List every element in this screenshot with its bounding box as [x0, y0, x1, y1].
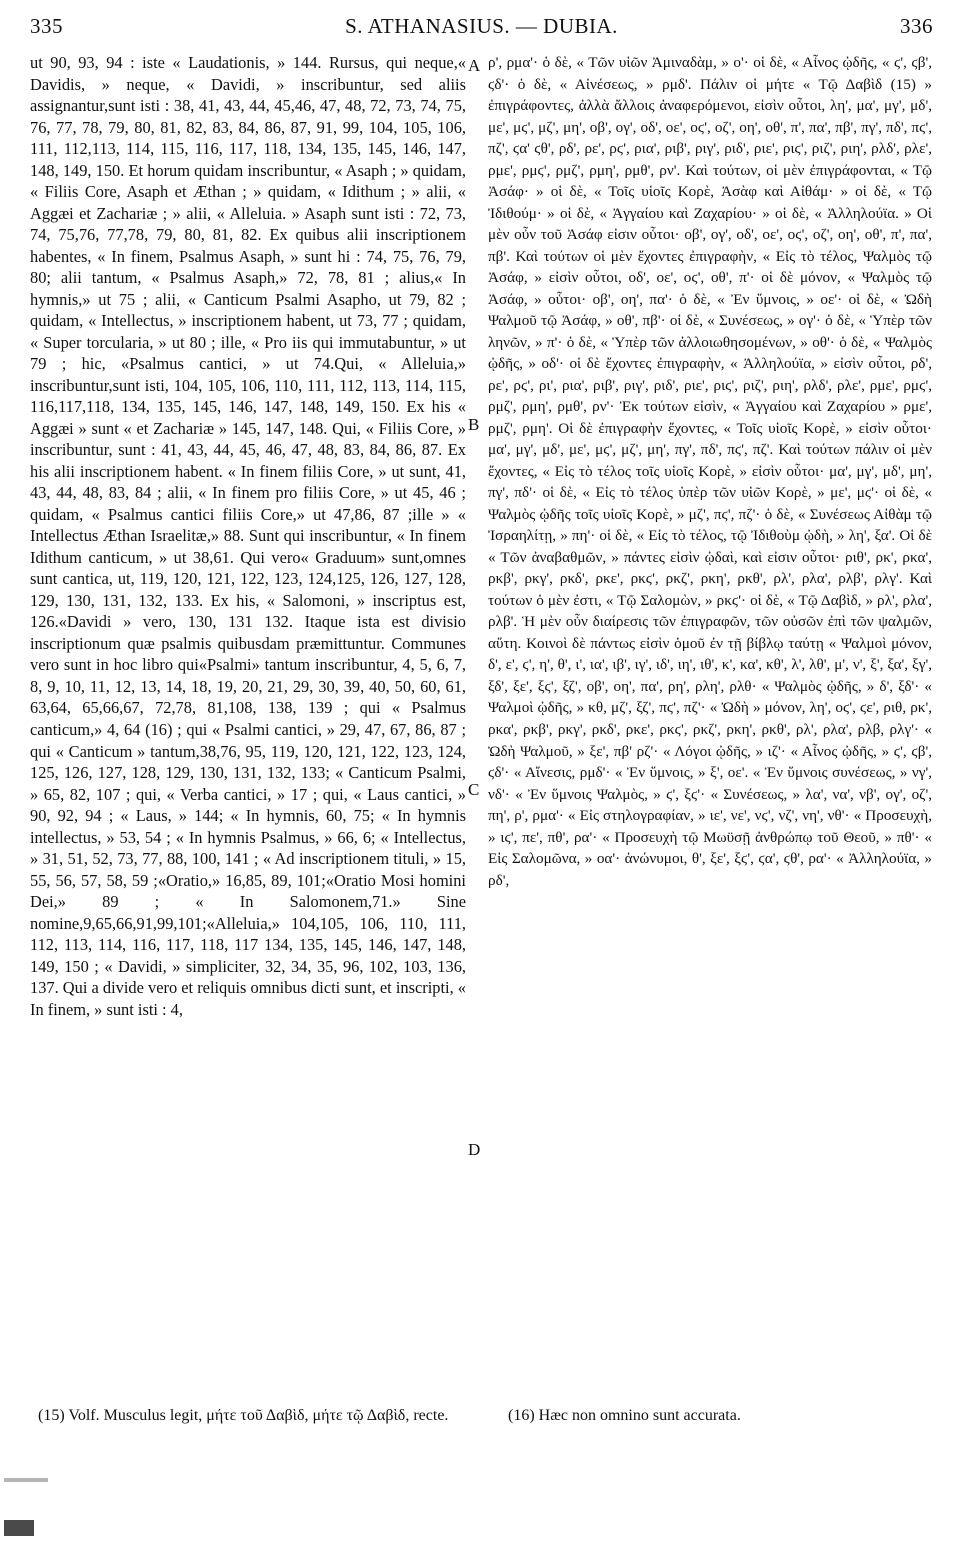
scan-smudge-top [4, 1478, 48, 1482]
margin-letter-c: C [468, 780, 480, 799]
footnote-16: (16) Hæc non omnino sunt accurata. [508, 1407, 741, 1424]
margin-letter-d: D [468, 1140, 481, 1159]
running-title: S. ATHANASIUS. — DUBIA. [345, 14, 618, 38]
scan-smudge-bottom [4, 1520, 34, 1536]
page-number-right: 336 [900, 14, 933, 38]
page-number-left: 335 [30, 14, 63, 38]
running-head [30, 14, 933, 42]
margin-letter-a: A [468, 56, 481, 75]
greek-column: ρ', ρμα'· ὁ δὲ, « Τῶν υἱῶν Ἀμιναδὰμ, » ο'· οἱ δὲ, « Αἶνος ᾠδῆς, « ϛ', ϛβ', ϛδ'· ὁ δὲ, « Αἰνέσεως, » ρμδ'. Πάλιν οἱ μήτε « Τῷ Δαβὶδ (15) » ἐπιγράφοντες, ἀλλὰ ἄλλοις ἀναφερόμενοι, εἰσὶν οὗτοι, λη', μα', μγ', μδ', με', μϛ', μζ', μη', οβ', ογ', οδ', οε', οϛ', οζ', οη', οθ', π', πα', πβ', πγ', πδ', πϛ', πζ', ϛα' ϛθ', ρδ', ρε', ρϛ', ρια', ριβ', ριγ', ριδ', ριε', ριϛ', ριζ', ριη', ρλδ', ρλε', ρμε', ρμϛ', ρμζ', ρμη', ρμθ', ρν'. Καὶ τούτων, οἱ μὲν ἐπιγράφονται, « Τῷ Ἀσάφ· » οἱ δὲ, « Τοῖς υἱοῖς Κορὲ, Ἀσὰφ καὶ Αἰθάμ· » οἱ δὲ, « Τῷ Ἰδιθούμ· » οἱ δὲ, « Ἀγγαίου καὶ Ζαχαρίου· » οἱ δὲ, « Ἀλληλούϊα. » Οἱ μὲν οὖν τοῦ Ἀσάφ εἰσιν οὗτοι· οβ', ογ', οδ', οε', οϛ', οζ', οη', οθ', π', πα', πβ'. Καὶ τούτων οἱ μὲν ἔχοντες ἐπιγραφὴν, « Εἰς τὸ τέλος, Ψαλμὸς τῷ Ἀσάφ, » εἰσὶν οὗτοι, οδ', οε', οϛ', οθ', π'· οἱ δὲ μόνον, « Ψαλμὸς τῷ Ἀσάφ, » οὗτοι· οβ', οη', πα'· ὁ δὲ, « Ἐν ὕμνοις, » οε'· οἱ δὲ, « Ὠδὴ Ψαλμοῦ τῷ Ἀσάφ, » οθ', πβ'· οἱ δὲ, « Συνέσεως, » ογ'· ὁ δὲ, « Ὑπὲρ τῶν ληνῶν, » π'· ὁ δὲ, « Ὑπὲρ τῶν ἀλλοιωθησομένων, » οθ'· ὁ δὲ, « Ψαλμὸς ᾠδῆς, » οδ'· οἱ δὲ ἔχοντες ἐπιγραφὴν, « Ἀλληλούϊα, » εἰσὶν οὗτοι, ρδ', ρε', ρϛ', ρι', ρια', ριβ', ριγ', ριδ', ριε', ριϛ', ριζ', ριη', ρλδ', ρλε', ρμε', ρμϛ', ρμζ', ρμη', ρμθ', ρν'· Ἐκ τούτων εἰσὶν, « Ἀγγαίου καὶ Ζαχαρίου » ρμε', ρμζ', ρμη'. Οἱ δὲ ἐπιγραφὴν ἔχοντες, « Τοῖς υἱοῖς Κορὲ, » εἰσὶν οὗτοι· μα', μγ', μδ', με', μϛ', μζ', μη', πγ', πδ', πϛ', πζ'. Καὶ τούτων πάλιν οἱ μὲν ἔχοντες, « Εἰς τὸ τέλος τοῖς υἱοῖς Κορὲ, » εἰσὶν οὗτοι· μα', μγ', μδ', μη', πγ', πδ'· οἱ δὲ, « Εἰς τὸ τέλος ὑπὲρ τῶν υἱῶν Κορὲ, » με', μϛ'· οἱ δὲ, « Ψαλμὸς ᾠδῆς τοῖς υἱοῖς Κορὲ, » μζ', πϛ', πζ'· ὁ δὲ, « Συνέσεως Αἰθὰμ τῷ Ἰσραηλίτῃ, » πη'· οἱ δὲ, « Εἰς τὸ τέλος, τῷ Ἰδιθοὺμ ᾠδὴ, » λη', ξα'. Οἱ δὲ « Τῶν ἀναβαθμῶν, » πάντες εἰσὶν ᾠδαὶ, καὶ εἰσιν οὗτοι· ριθ', ρκ', ρκα', ρκβ', ρκγ', ρκδ', ρκε', ρκϛ', ρκζ', ρκη', ρκθ', ρλ', ρλα', ρλβ', ρλγ'. Καὶ τούτων ὁ μὲν ἐστι, « Τῷ Σαλομὼν, » ρκϛ'· οἱ δὲ, « Τῷ Δαβὶδ, » ρλ', ρλα', ρλβ'. Ἡ μὲν οὖν διαίρεσις τῶν ἐπιγραφῶν, τῶν οὐσῶν ἐπὶ τῶν ψαλμῶν, αὕτη. Κοινοὶ δὲ πάντως εἰσὶν ὁμοῦ ἐν τῇ βίβλῳ ταύτῃ « Ψαλμοὶ μόνον, δ', ε', ϛ', η', θ', ι', ια', ιβ', ιγ', ιδ', ιη', ιθ', κ', κα', κθ', λ', λθ', μ', ν', ξ', ξα', ξγ', ξδ', ξε', ξϛ', ξζ', οβ', οη', πα', ρη', ρλη', ρλθ· « Ψαλμὸς ᾠδῆς, » δ', ξδ'· « Ψαλμοὶ ᾠδῆς, » κθ, μζ', ξζ', πϛ', πζ'· « Ὠδὴ » μόνον, λη', οϛ', ϛε', ριθ, ρκ', ρκα', ρκβ', ρκγ', ρκδ', ρκε', ρκϛ', ρκζ', ρκη', ρκθ', ρλ', ρλα', ρλβ, ρλγ'· « Ὠδὴ Ψαλμοῦ, » ξε', πβ' ρζ'· « Λόγοι ᾠδῆς, » ιζ'· « Αἶνος ᾠδῆς, » ϛ', ϛβ', ϛδ'· « Αἴνεσις, ρμδ'· « Ἐν ὕμνοις, » ξ', οε'. « Ἐν ὕμνοις συνέσεως, » νγ', νδ'· « Ἐν ὕμνοις Ψαλμὸς, » ϛ', ξϛ'· « Συνέσεως, » λα', να', νβ', ογ', οζ', πη', ρ', ρμα'· « Εἰς στηλογραφίαν, » ιε', νε', νϛ', νζ', νη', νθ'· « Προσευχὴ, » ιϛ', πε', πθ', ρα'· « Προσευχὴ τῷ Μωϋσῇ ἀνθρώπῳ τοῦ Θεοῦ, » πθ'· « Εἰς Σαλομῶνα, » οα'· ἀνώνυμοι, θ', ξε', ξϛ', ϛα', ϛθ', ρα'· « Ἀλληλούϊα, » ρδ', [488, 54, 932, 889]
footnotes [30, 1405, 933, 1465]
margin-letter-b: B [468, 415, 480, 434]
latin-column: ut 90, 93, 94 : iste « Laudationis, » 144. Rursus, qui neque,« Davidis, » neque, « Davidi, » inscribuntur, sed aliis assignantur,sunt isti : 38, 41, 43, 44, 45,46, 47, 48, 72, 73, 74, 75, 76, 77, 78, 79, 80, 81, 82, 83, 84, 86, 87, 91, 99, 104, 105, 106, 111, 112,113, 114, 115, 116, 117, 118, 134, 135, 145, 146, 147, 148, 149, 150. Et horum quidam inscribuntur, « Asaph ; » quidam, « Filiis Core, Asaph et Æthan ; » quidam, « Idithum ; » alii, « Aggæi et Zachariæ ; » alii, « Alleluia. » Asaph sunt isti : 72, 73, 74, 75,76, 77,78, 79, 80, 81, 82. Ex quibus alii inscriptionem habentes, « In finem, Psalmus Asaph, » sunt hi : 74, 75, 76, 79, 80; alii tantum, « Psalmus Asaph,» 72, 78, 81 ; alius,« In hymnis,» ut 75 ; alii, « Canticum Psalmi Asapho, ut 79, 82 ; quidam, « Intellectus, » inscriptionem habent, ut 73, 77 ; quidam, « Super torcularia, » ut 80 ; ille, « Pro iis qui immutabuntur, » ut 79 ; hic, «Psalmus cantici, » ut 74.Qui, « Alleluia,» inscribuntur,sunt isti, 104, 105, 106, 110, 111, 112, 113, 114, 115, 116,117,118, 134, 135, 145, 146, 147, 148, 149, 150. Ex his « Aggæi » sunt « et Zachariæ » 145, 147, 148. Qui, « Filiis Core, » inscribuntur, sunt : 41, 43, 44, 45, 46, 47, 48, 83, 84, 86, 87. Ex his alii inscriptionem habent. « In finem filiis Core, » ut sunt, 41, 43, 44, 48, 83, 84 ; alii, « In finem pro filiis Core, » ut 45, 46 ; quidam, « Psalmus cantici filiis Core,» ut 47,86, 87 ;ille » « Intellectus Æthan Israelitæ,» 88. Sunt qui inscribuntur, « In finem Idithum canticum, » ut 38,61. Qui vero« Graduum» sunt,omnes sunt cantica, ut, 119, 120, 121, 122, 123, 124,125, 126, 127, 128, 129, 130, 131, 132, 133. Ex his, « Salomoni, » inscriptus est, 126.«Davidi » vero, 130, 131 132. Itaque ista est divisio inscriptionum quæ psalmis quibusdam præmittuntur. Communes vero sunt in hoc libro qui«Psalmi» tantum inscribuntur, 4, 5, 6, 7, 8, 9, 10, 11, 12, 13, 14, 18, 19, 20, 21, 29, 30, 39, 40, 50, 60, 61, 63,64, 65,66,67, 72,78, 81,108, 138, 139 ; qui « Psalmus canticum,» 4, 64 (16) ; qui « Psalmi cantici, » 29, 47, 67, 86, 87 ; qui « Canticum » tantum,38,76, 95, 119, 120, 121, 122, 123, 124, 125, 126, 127, 128, 129, 130, 131, 132, 133; « Canticum Psalmi, » 65, 82, 107 ; qui, « Verba cantici, » 17 ; qui, « Laus cantici, » 90, 92, 94 ; « Laus, » 144; « In hymnis, 60, 75; « In hymnis intellectus, » 53, 54 ; « In hymnis Psalmus, » 66, 6; « Intellectus, » 31, 51, 52, 73, 77, 88, 100, 141 ; « Ad inscriptionem tituli, » 15, 55, 56, 57, 58, 59 ;«Oratio,» 16,85, 89, 101;«Oratio Mosi homini Dei,» 89 ; « In Salomonem,71.» Sine nomine,9,65,66,91,99,101;«Alleluia,» 104,105, 106, 110, 111, 112, 113, 114, 116, 117, 118, 117 134, 135, 145, 146, 147, 148, 149, 150 ; « Davidi, » simpliciter, 32, 34, 35, 96, 102, 103, 136, 137. Qui a divide vero et reliquis omnibus dicti sunt, et inscripti, « In finem, » sunt isti : 4, [30, 53, 466, 1019]
footnote-15: (15) Volf. Musculus legit, μήτε τοῦ Δαβὶδ, μήτε τῷ Δαβὶδ, recte. [38, 1407, 449, 1424]
